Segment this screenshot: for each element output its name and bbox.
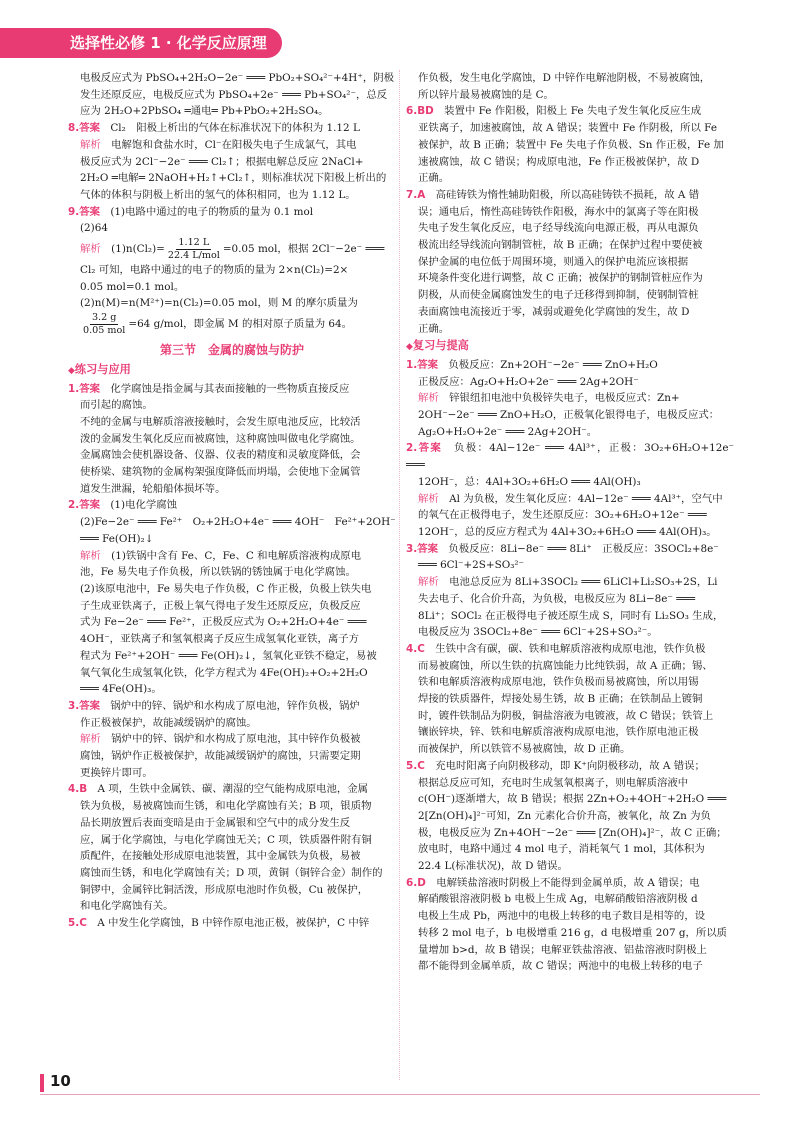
answer-text: 负极反应：8Li−8e⁻ ═══ 8Li⁺ 正极反应：3SOCl₂+8e⁻ — [448, 542, 719, 555]
answer-text: 化学腐蚀是指金属与其表面接触的一些物质直接反应 — [110, 382, 350, 395]
q9-analysis-1 — [68, 237, 396, 262]
footer-rule — [40, 1094, 760, 1095]
analysis-line: 失去电子、化合价升高，为负极，电极反应为 8Li−8e⁻ ═══ — [418, 592, 695, 605]
answer-text: 装置中 Fe 作阳极，阳极上 Fe 失电子发生氧化反应生成 — [444, 105, 702, 118]
answer-text: (1)电化学腐蚀 — [110, 499, 178, 512]
section-title: 第三节 金属的腐蚀与防护 — [159, 343, 304, 358]
answer-line: 亚铁离子，加速被腐蚀，故 A 错误；装置中 Fe 作阴极，所以 Fe — [418, 122, 717, 135]
analysis-line: 的氧气在正极得电子，发生还原反应：3O₂+6H₂O+12e⁻ ═══ — [418, 509, 707, 522]
answer-line: 正极反应：Ag₂O+H₂O+2e⁻ ═══ 2Ag+2OH⁻ — [418, 375, 639, 388]
r3-analysis — [406, 574, 734, 591]
answer-label: 答案 — [79, 205, 100, 218]
answer-text: 高硅铸铁为惰性辅助阳极，所以高硅铸铁不损耗，故 A 错 — [435, 188, 700, 201]
q8-analysis — [68, 137, 396, 154]
answer-text: 生铁中含有碳，碳、铁和电解质溶液构成原电池，铁作负极 — [435, 642, 706, 655]
e2-analysis — [68, 548, 396, 565]
e7-answer — [406, 187, 734, 204]
r1-analysis — [406, 390, 734, 407]
r5-answer — [406, 758, 734, 775]
r3-number: 3. — [406, 542, 418, 555]
e5-answer — [68, 915, 396, 932]
intro-line: 应为 2H₂O+2PbSO₄ ═通电═ Pb+PbO₂+2H₂SO₄。 — [80, 105, 329, 118]
answer-choice: C — [417, 759, 425, 772]
answer-line: 作正极被保护，故能减缓锅炉的腐蚀。 — [80, 716, 257, 729]
fraction-numerator: 1.12 L — [178, 237, 210, 249]
analysis-line: 12OH⁻，总的反应方程式为 4Al+3O₂+6H₂O ═══ 4Al(OH)₃。 — [418, 525, 717, 538]
analysis-line: 更换锌片即可。 — [80, 766, 153, 779]
r1-answer — [406, 357, 734, 374]
r2-analysis — [406, 491, 734, 508]
answer-line: 22.4 L(标准状况)，故 D 错误。 — [418, 860, 568, 873]
column-divider — [399, 70, 400, 1080]
answer-text: 锅炉中的锌、锅炉和水构成了原电池，锌作负极，锅炉 — [110, 699, 360, 712]
diamond-icon: ◆ — [406, 342, 413, 353]
e3-analysis — [68, 731, 396, 748]
analysis-text: 锅炉中的锌、锅炉和水构成了原电池，其中锌作负极被 — [111, 733, 361, 746]
left-column — [68, 70, 396, 932]
answer-line: 焊接的铁质器件，焊接处易生锈，故 B 正确；在铁制品上镀铜 — [418, 693, 703, 706]
analysis-line: 池，Fe 易失电子作负极，所以铁锅的锈蚀属于电化学腐蚀。 — [80, 566, 356, 579]
answer-line: 泼的金属发生氧化反应而被腐蚀，这种腐蚀叫做电化学腐蚀。 — [80, 432, 361, 445]
answer-choice: B — [79, 783, 88, 796]
answer-line: 品长期放置后表面变暗是由于金属银和空气中的成分发生反 — [80, 816, 351, 829]
answer-line: c(OH⁻)逐渐增大，故 B 错误；根据 2Zn+O₂+4OH⁻+2H₂O ═══ — [418, 793, 727, 806]
e6-answer — [406, 103, 734, 120]
answer-line: 极流出经导线流向钢制管桩，故 B 正确；在保护过程中要使被 — [418, 239, 703, 252]
answer-line: 12OH⁻，总：4Al+3O₂+6H₂O ═══ 4Al(OH)₃ — [418, 475, 641, 488]
intro-line: 电极反应式为 PbSO₄+2H₂O−2e⁻ ═══ PbO₂+SO₄²⁻+4H⁺，阴极 — [80, 72, 394, 84]
answer-line: 铁和电解质溶液构成原电池，铁作负极而易被腐蚀，所以用锡 — [418, 676, 699, 689]
answer-line: 都不能得到金属单质，故 C 错误；两池中的电极上转移的电子 — [418, 960, 703, 973]
answer-line: 被保护，故 B 正确；装置中 Fe 失电子作负极、Sn 作正极，Fe 加 — [418, 138, 724, 151]
page-number: 10 — [50, 1072, 71, 1090]
analysis-line: 腐蚀，锅炉作正极被保护，故能减缓锅炉的腐蚀，只需要定期 — [80, 750, 361, 763]
answer-line: 保护金属的电位低于周围环境，则通入的保护电流应该根据 — [418, 255, 689, 268]
answer-text: 电解镁盐溶液时阴极上不能得到金属单质，故 A 错误；电 — [436, 876, 700, 889]
analysis-line: 8Li⁺；SOCl₂ 在正极得电子被还原生成 S，同时有 Li₂SO₃ 生成， — [418, 609, 724, 622]
answer-text: 充电时阳离子向阴极移动，即 K⁺向阴极移动，故 A 错误； — [435, 759, 705, 772]
fraction — [83, 312, 125, 337]
answer-text: A 中发生化学腐蚀，B 中锌作原电池正极，被保护，C 中锌 — [97, 917, 370, 930]
e2-answer — [68, 497, 396, 514]
subsection-title — [406, 338, 734, 356]
analysis-line: 2OH⁻−2e⁻ ═══ ZnO+H₂O，正极氧化银得电子，电极反应式： — [418, 409, 720, 422]
formula-text: (1)n(Cl₂)= — [111, 243, 165, 256]
r4-number: 4. — [406, 642, 418, 655]
e3-number: 3. — [68, 699, 80, 712]
subsection-title — [68, 362, 396, 380]
fraction-denominator: 0.05 mol — [83, 325, 126, 337]
answer-line: 正确。 — [418, 322, 450, 335]
analysis-text: 电解饱和食盐水时，Cl⁻在阳极失电子生成氯气，其电 — [111, 138, 357, 151]
answer-line: 道发生泄漏，轮船船体损坏等。 — [80, 482, 226, 495]
continued-line: 作负极，发生电化学腐蚀，D 中锌作电解池阴极，不易被腐蚀， — [418, 72, 711, 84]
answer-line: 量增加 b>d，故 B 错误；电解亚铁盐溶液、铝盐溶液时阴极上 — [418, 943, 707, 956]
e2-number: 2. — [68, 499, 80, 512]
answer-line: 镶嵌锌块，锌、铁和电解质溶液构成原电池，铁作原电池正极 — [418, 726, 699, 739]
fraction — [168, 237, 220, 262]
analysis-line: (2)n(M)=n(M²⁺)=n(Cl₂)=0.05 mol，则 M 的摩尔质量为 — [80, 297, 358, 310]
answer-line: 电极上生成 Pb，两池中的电极上转移的电子数目是相等的，设 — [418, 910, 706, 923]
analysis-label: 解析 — [418, 576, 439, 589]
answer-line: ═══ Fe(OH)₂↓ — [80, 532, 154, 545]
answer-line: 金属腐蚀会使机器设备、仪器、仪表的精度和灵敏度降低，会 — [80, 449, 361, 462]
answer-line: 而易被腐蚀，所以生铁的抗腐蚀能力比纯铁弱，故 A 正确；锡、 — [418, 659, 713, 672]
fraction-numerator: 3.2 g — [91, 312, 117, 324]
answer-line: 速被腐蚀，故 C 错误；构成原电池，Fe 作正极被保护，故 D — [418, 155, 700, 168]
e4-answer — [68, 781, 396, 798]
answer-line: 使桥梁、建筑物的金属构架强度降低而坍塌，会使地下金属管 — [80, 466, 361, 479]
answer-choice: C — [417, 642, 425, 655]
r3-answer — [406, 541, 734, 558]
e5-number: 5. — [68, 917, 80, 930]
right-column — [406, 70, 734, 975]
analysis-line: Ag₂O+H₂O+2e⁻ ═══ 2Ag+2OH⁻。 — [418, 425, 598, 438]
answer-line: 腐蚀而生锈，和电化学腐蚀有关；D 项，黄铜（铜锌合金）制作的 — [80, 866, 383, 879]
answer-line: 铜锣中，金属锌比铜活泼，形成原电池时作负极，Cu 被保护， — [80, 883, 369, 896]
answer-label: 答案 — [417, 358, 438, 371]
r6-answer — [406, 875, 734, 892]
answer-label: 答案 — [417, 542, 438, 555]
analysis-label: 解析 — [80, 243, 101, 256]
chapter-header: 选择性必修 1 · 化学反应原理 — [0, 28, 282, 58]
q9-answer-text: (1)电路中通过的电子的物质的量为 0.1 mol — [110, 205, 314, 218]
page-number-bar — [40, 1074, 44, 1092]
analysis-line: 氧气氧化生成氢氧化铁，化学方程式为 4Fe(OH)₂+O₂+2H₂O — [80, 666, 368, 679]
analysis-line: 4OH⁻，亚铁离子和氢氧根离子反应生成氢氧化亚铁，离子方 — [80, 633, 360, 646]
analysis-text: 电池总反应为 8Li+3SOCl₂ ═══ 6LiCl+Li₂SO₃+2S，Li — [449, 576, 718, 589]
answer-label: 答案 — [79, 382, 100, 395]
analysis-line: ═══ 4Fe(OH)₃。 — [80, 683, 162, 696]
answer-line: 误；通电后，惰性高硅铸铁作阳极，海水中的氯离子等在阳极 — [418, 205, 699, 218]
analysis-text: 锌银纽扣电池中负极锌失电子，电极反应式：Zn+ — [449, 392, 680, 405]
r1-number: 1. — [406, 358, 418, 371]
analysis-text: Al 为负极，发生氧化反应：4Al−12e⁻ ═══ 4Al³⁺，空气中 — [449, 492, 723, 505]
intro-line: 发生还原反应，电极反应式为 PbSO₄+2e⁻ ═══ Pb+SO₄²⁻，总反 — [80, 88, 388, 101]
answer-line: 质配件，在接触处形成原电池装置，其中金属铁为负极，易被 — [80, 850, 361, 863]
r2-answer — [406, 440, 734, 473]
e1-answer — [68, 381, 396, 398]
analysis-label: 解析 — [80, 733, 101, 746]
subsection-label: 练习与应用 — [74, 362, 131, 376]
q9-answer — [68, 204, 396, 221]
q9-number: 9. — [68, 205, 80, 218]
answer-line: 根据总反应可知，充电时生成氢氧根离子，则电解质溶液中 — [418, 776, 689, 789]
analysis-label: 解析 — [418, 392, 439, 405]
analysis-text: (1)铁锅中含有 Fe、C，Fe、C 和电解质溶液构成原电 — [111, 549, 362, 562]
answer-choice: D — [417, 876, 426, 889]
subsection-label: 复习与提高 — [412, 339, 469, 353]
diamond-icon: ◆ — [68, 365, 75, 376]
analysis-line: 气体的体积与阴极上析出的氢气的体积相同，也为 1.12 L。 — [80, 188, 356, 201]
analysis-line: Cl₂ 可知，电路中通过的电子的物质的量为 2×n(Cl₂)=2× — [80, 264, 349, 277]
answer-line: 正确。 — [418, 172, 450, 185]
r2-number: 2. — [406, 442, 418, 455]
e6-number: 6. — [406, 105, 418, 118]
formula-text: =0.05 mol，根据 2Cl⁻−2e⁻ ═══ — [222, 243, 385, 256]
fraction-denominator: 22.4 L/mol — [167, 250, 220, 262]
answer-line: 失电子发生氧化反应，电子经导线流向电源正极，再从电源负 — [418, 222, 699, 235]
e3-answer — [68, 698, 396, 715]
analysis-line: 极反应式为 2Cl⁻−2e⁻ ═══ Cl₂↑；根据电解总反应 2NaCl+ — [80, 155, 364, 168]
answer-line: 放电时，电路中通过 4 mol 电子，消耗氧气 1 mol，其体积为 — [418, 843, 705, 856]
answer-text: 负极：4Al−12e⁻ ═══ 4Al³⁺，正极：3O₂+6H₂O+12e⁻ ═══ — [406, 442, 735, 472]
analysis-line: 2H₂O ═电解═ 2NaOH+H₂↑+Cl₂↑，则标准状况下阳极上析出的 — [80, 172, 387, 185]
answer-label: 答案 — [417, 442, 443, 455]
answer-line: 不纯的金属与电解质溶液接触时，会发生原电池反应，比较活 — [80, 415, 361, 428]
q9-analysis-2 — [68, 312, 396, 337]
e4-number: 4. — [68, 783, 80, 796]
answer-line: 2[Zn(OH)₄]²⁻可知，Zn 元素化合价升高，被氧化，故 Zn 为负 — [418, 809, 711, 822]
answer-line: 解硝酸银溶液阴极 b 电极上生成 Ag，电解硝酸铅溶液阴极 d — [418, 893, 698, 906]
e1-number: 1. — [68, 382, 80, 395]
r4-answer — [406, 641, 734, 658]
analysis-line: 0.05 mol=0.1 mol。 — [80, 280, 185, 293]
answer-text: A 项，生铁中金属铁、碳、潮湿的空气能构成原电池，金属 — [97, 783, 369, 796]
q9-answer-2: (2)64 — [80, 222, 108, 235]
analysis-label: 解析 — [80, 138, 101, 151]
answer-choice: BD — [417, 105, 434, 118]
answer-choice: A — [417, 188, 426, 201]
answer-line: 环境条件变化进行调整，故 C 正确；被保护的钢制管桩应作为 — [418, 272, 703, 285]
answer-line: 铁为负极，易被腐蚀而生锈，和电化学腐蚀有关；B 项，银质物 — [80, 800, 372, 813]
answer-line: 表面腐蚀电流接近于零，减弱或避免化学腐蚀的发生，故 D — [418, 305, 690, 318]
answer-line: ═══ 6Cl⁻+2S+SO₃²⁻ — [418, 559, 525, 572]
answer-choice: C — [79, 917, 87, 930]
analysis-label: 解析 — [418, 492, 439, 505]
answer-label: 答案 — [79, 499, 100, 512]
analysis-line: 子生成亚铁离子，正极上氧气得电子发生还原反应，负极反应 — [80, 599, 361, 612]
analysis-label: 解析 — [80, 549, 101, 562]
r5-number: 5. — [406, 759, 418, 772]
answer-text: 负极反应：Zn+2OH⁻−2e⁻ ═══ ZnO+H₂O — [448, 358, 658, 371]
answer-line: 而被保护，所以铁管不易被腐蚀，故 D 正确。 — [418, 743, 631, 756]
answer-line: 和电化学腐蚀有关。 — [80, 900, 174, 913]
answer-line: 极，电极反应为 Zn+4OH⁻−2e⁻ ═══ [Zn(OH)₄]²⁻，故 C 正确； — [418, 826, 727, 839]
analysis-line: 式为 Fe−2e⁻ ═══ Fe²⁺，正极反应式为 O₂+2H₂O+4e⁻ ═══ — [80, 616, 367, 629]
e7-number: 7. — [406, 188, 418, 201]
q8-answer — [68, 120, 396, 137]
analysis-line: 电极反应为 3SOCl₂+8e⁻ ═══ 6Cl⁻+2S+SO₃²⁻。 — [418, 626, 658, 639]
formula-text: =64 g/mol，即金属 M 的相对原子质量为 64。 — [128, 318, 353, 331]
answer-line: (2)Fe−2e⁻ ═══ Fe²⁺ O₂+2H₂O+4e⁻ ═══ 4OH⁻ Fe²⁺+2OH⁻ — [80, 516, 396, 529]
answer-line: 应，属于化学腐蚀，与电化学腐蚀无关；C 项，铁质器件附有铜 — [80, 833, 372, 846]
analysis-line: (2)该原电池中，Fe 易失电子作负极，C 作正极，负极上铁失电 — [80, 582, 372, 595]
r6-number: 6. — [406, 876, 418, 889]
continued-line: 所以锌片最易被腐蚀的是 C。 — [418, 88, 554, 101]
answer-line: 阴极，从而使金属腐蚀发生的电子迁移得到抑制，使钢制管桩 — [418, 289, 699, 302]
answer-line: 转移 2 mol 电子，b 电极增重 216 g，d 电极增重 207 g，所以质 — [418, 926, 728, 939]
analysis-line: 程式为 Fe²⁺+2OH⁻ ═══ Fe(OH)₂↓，氢氧化亚铁不稳定，易被 — [80, 649, 377, 662]
answer-label: 答案 — [79, 122, 100, 135]
answer-line: 时，镀件铁制品为阴极，铜盐溶液为电镀液，故 C 错误；铁管上 — [418, 709, 714, 722]
answer-label: 答案 — [79, 699, 100, 712]
answer-line: 而引起的腐蚀。 — [80, 399, 153, 412]
q8-answer-text: Cl₂ 阳极上析出的气体在标准状况下的体积为 1.12 L — [110, 122, 360, 135]
q8-number: 8. — [68, 122, 80, 135]
